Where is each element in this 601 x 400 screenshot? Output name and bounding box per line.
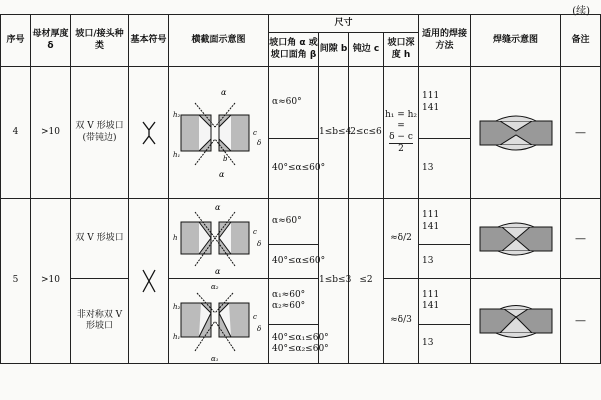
row5a-depth: ≈δ/2 bbox=[384, 199, 419, 279]
double-v-section-icon bbox=[171, 200, 267, 278]
svg-text:c: c bbox=[252, 313, 257, 321]
row4-process1: 111 141 bbox=[419, 67, 471, 139]
asymmetric-double-v-section-icon bbox=[171, 279, 267, 363]
row5a-angle1: α≈60° bbox=[269, 199, 319, 245]
double-v-symbol-icon bbox=[141, 268, 157, 294]
svg-text:h₁: h₁ bbox=[172, 150, 180, 159]
header-symbol: 基本符号 bbox=[129, 15, 169, 67]
header-section: 横截面示意图 bbox=[169, 15, 269, 67]
row4-section bbox=[169, 67, 269, 199]
row4-angle1: α≈60° bbox=[269, 67, 319, 139]
header-process: 适用的焊接方法 bbox=[419, 15, 471, 67]
row4-seq: 4 bbox=[1, 67, 31, 199]
svg-text:α: α bbox=[214, 202, 220, 212]
weld-groove-table bbox=[0, 14, 601, 364]
row5b-remark: — bbox=[561, 279, 601, 364]
row4-groove: 双 V 形坡口(带钝边) bbox=[71, 67, 129, 199]
row5b-weld-sketch bbox=[471, 279, 561, 364]
row5-groove-a: 双 V 形坡口 bbox=[71, 199, 129, 279]
header-remark: 备注 bbox=[561, 15, 601, 67]
row4-process2: 13 bbox=[419, 139, 471, 199]
svg-text:h₂: h₂ bbox=[172, 303, 180, 311]
svg-text:α: α bbox=[214, 266, 220, 276]
header-angle: 坡口角 α 或坡口面角 β bbox=[269, 33, 319, 67]
row5b-section bbox=[169, 279, 269, 364]
row5a-angle2: 40°≤α≤60° bbox=[269, 245, 319, 279]
row5-seq: 5 bbox=[1, 199, 31, 364]
svg-text:δ: δ bbox=[256, 325, 261, 333]
header-groove-type: 坡口/接头种类 bbox=[71, 15, 129, 67]
svg-text:h₂: h₂ bbox=[172, 110, 180, 119]
svg-text:c: c bbox=[252, 128, 257, 137]
row5a-remark: — bbox=[561, 199, 601, 279]
svg-text:δ: δ bbox=[256, 138, 261, 147]
double-v-weld-sketch-icon bbox=[476, 109, 556, 157]
row4-depth-label: h₁ = h₂ = bbox=[384, 109, 418, 131]
row5a-section bbox=[169, 199, 269, 279]
row5-gap: 1≤b≤3 bbox=[319, 199, 349, 364]
asymmetric-weld-sketch-icon bbox=[476, 299, 556, 343]
svg-text:δ: δ bbox=[256, 239, 261, 248]
row5-thickness: >10 bbox=[31, 199, 71, 364]
header-weld-sketch: 焊缝示意图 bbox=[471, 15, 561, 67]
row4-depth bbox=[384, 67, 419, 199]
row5a-weld-sketch bbox=[471, 199, 561, 279]
header-depth: 坡口深度 h bbox=[384, 33, 419, 67]
row5b-process2: 13 bbox=[419, 324, 471, 363]
row4-depth-fraction bbox=[389, 132, 413, 156]
double-v-root-face-section-icon bbox=[171, 77, 267, 189]
double-v-weld-sketch-icon bbox=[476, 217, 556, 261]
row5b-process1: 111 141 bbox=[419, 279, 471, 325]
row5b-angle1: α₁≈60° α₂≈60° bbox=[269, 279, 319, 325]
row5-groove-b: 非对称双 V 形坡口 bbox=[71, 279, 129, 364]
header-thickness: 母材厚度 δ bbox=[31, 15, 71, 67]
row5b-angle2: 40°≤α₁≤60° 40°≤α₂≤60° bbox=[269, 324, 319, 363]
svg-text:α₁: α₁ bbox=[210, 355, 219, 363]
row4-weld-sketch bbox=[471, 67, 561, 199]
svg-text:b: b bbox=[222, 154, 227, 163]
row5a-process2: 13 bbox=[419, 245, 471, 279]
double-y-symbol-icon bbox=[141, 120, 157, 146]
svg-text:α: α bbox=[218, 169, 224, 179]
row4-root: 2≤c≤6 bbox=[349, 67, 384, 199]
svg-text:c: c bbox=[252, 227, 257, 236]
header-root-face: 钝边 c bbox=[349, 33, 384, 67]
header-gap: 间隙 b bbox=[319, 33, 349, 67]
row5-symbol bbox=[129, 199, 169, 364]
svg-text:h: h bbox=[172, 233, 178, 242]
row4-thickness: >10 bbox=[31, 67, 71, 199]
row5a-process1: 111 141 bbox=[419, 199, 471, 245]
row4-gap: 1≤b≤4 bbox=[319, 67, 349, 199]
header-dimensions: 尺寸 bbox=[269, 15, 419, 33]
row5-root: ≤2 bbox=[349, 199, 384, 364]
header-seq: 序号 bbox=[1, 15, 31, 67]
row4-depth-denominator: 2 bbox=[398, 144, 404, 155]
row5b-depth: ≈δ/3 bbox=[384, 279, 419, 364]
row4-symbol bbox=[129, 67, 169, 199]
svg-text:h₁: h₁ bbox=[172, 333, 180, 341]
row4-depth-numerator: δ − c bbox=[389, 132, 413, 144]
row4-remark: — bbox=[561, 67, 601, 199]
svg-text:α₂: α₂ bbox=[210, 283, 219, 291]
row4-angle2: 40°≤α≤60° bbox=[269, 139, 319, 199]
continued-label: (续) bbox=[572, 6, 590, 17]
svg-text:α: α bbox=[220, 87, 226, 97]
